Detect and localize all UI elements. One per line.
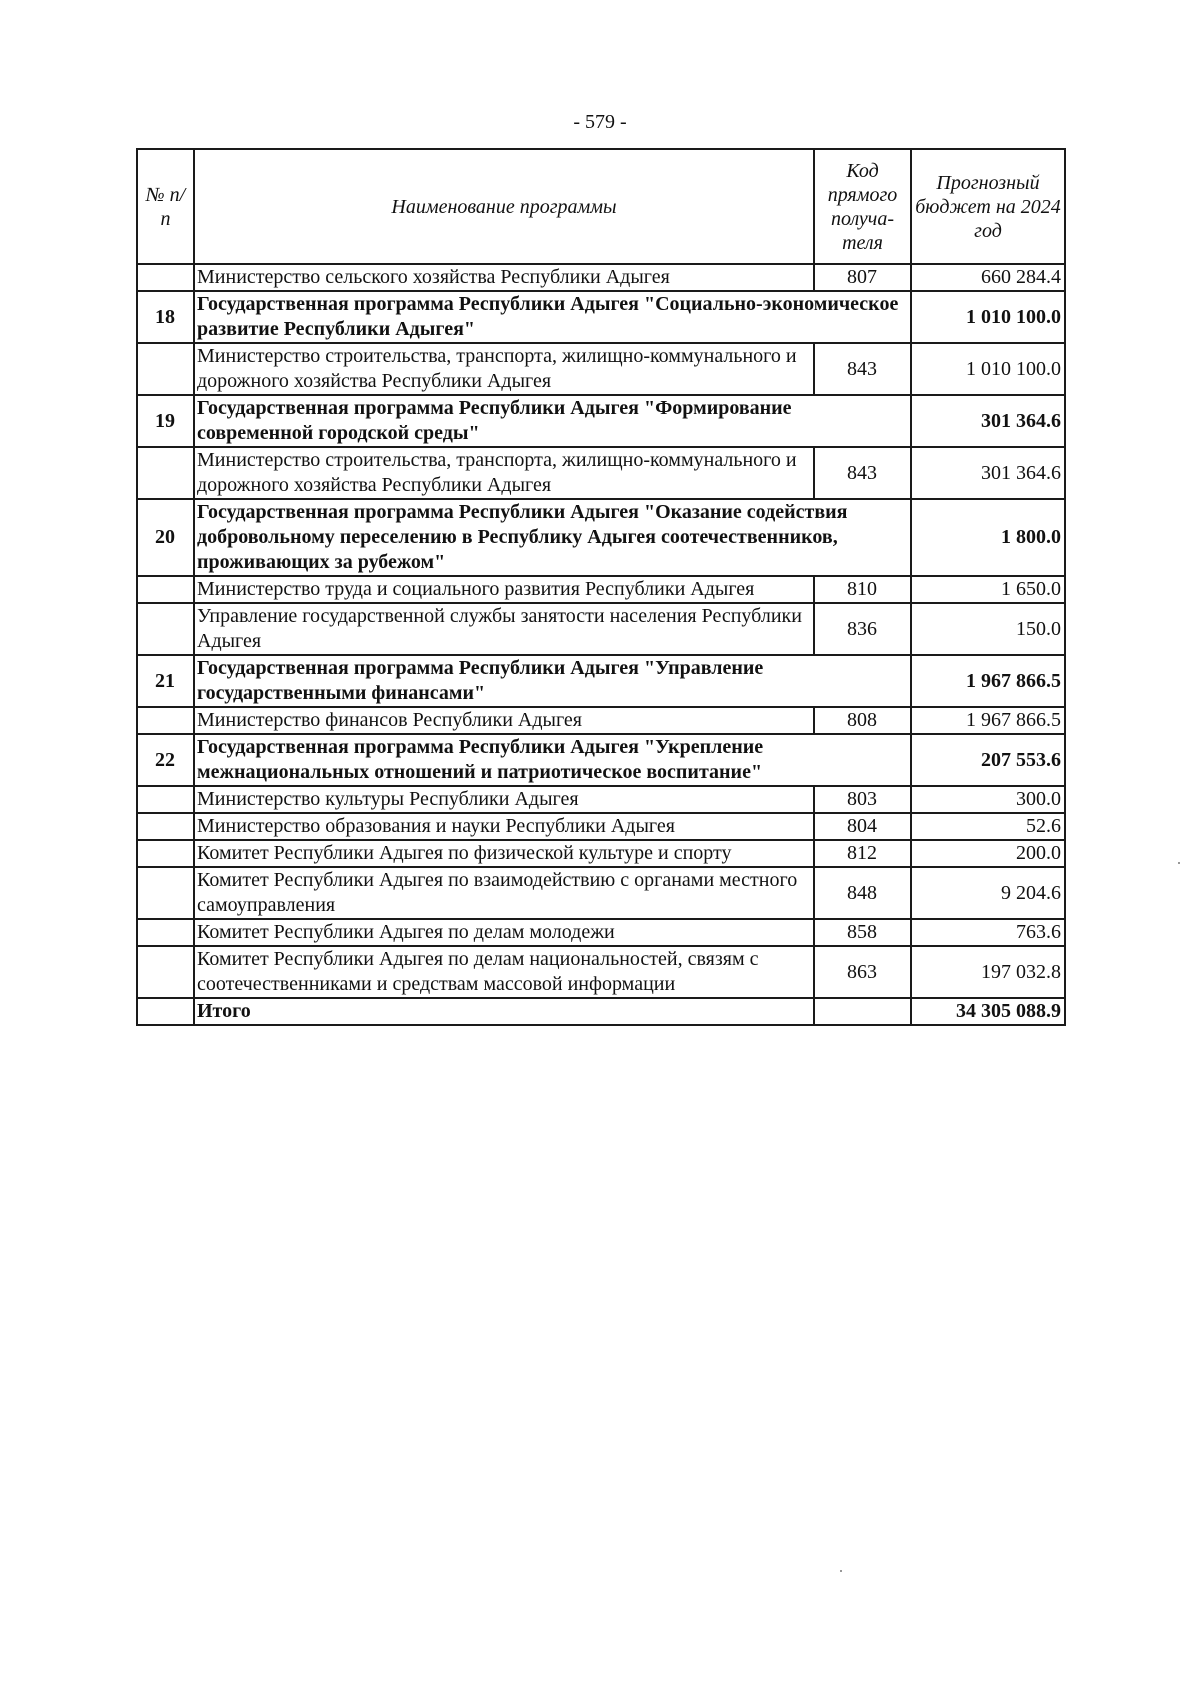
recipient-name: Министерство строительства, транспорта, жилищно-коммунального и дорожного хозяйства Республики Адыгея xyxy=(194,343,814,395)
program-name: Государственная программа Республики Адыгея "Формирование современной городской среды" xyxy=(194,395,911,447)
row-number xyxy=(137,343,194,395)
header-num: № п/п xyxy=(137,149,194,264)
program-name: Государственная программа Республики Адыгея "Управление государственными финансами" xyxy=(194,655,911,707)
recipient-code: 863 xyxy=(814,946,911,998)
row-number xyxy=(137,946,194,998)
recipient-name: Министерство труда и социального развития Республики Адыгея xyxy=(194,576,814,603)
header-name: Наименование программы xyxy=(194,149,814,264)
budget-sum: 197 032.8 xyxy=(911,946,1065,998)
program-row xyxy=(137,734,1065,786)
recipient-name: Министерство образования и науки Республики Адыгея xyxy=(194,813,814,840)
table-row xyxy=(137,867,1065,919)
table-row xyxy=(137,919,1065,946)
recipient-code: 804 xyxy=(814,813,911,840)
table-row xyxy=(137,707,1065,734)
total-sum: 34 305 088.9 xyxy=(911,998,1065,1025)
table-body xyxy=(137,264,1065,1025)
recipient-code: 836 xyxy=(814,603,911,655)
page-number: - 579 - xyxy=(573,111,627,133)
row-number xyxy=(137,998,194,1025)
recipient-name: Министерство сельского хозяйства Республики Адыгея xyxy=(194,264,814,291)
budget-sum: 1 967 866.5 xyxy=(911,655,1065,707)
budget-sum: 1 650.0 xyxy=(911,576,1065,603)
recipient-name: Министерство строительства, транспорта, жилищно-коммунального и дорожного хозяйства Республики Адыгея xyxy=(194,447,814,499)
table-row xyxy=(137,603,1065,655)
recipient-code: 812 xyxy=(814,840,911,867)
row-number xyxy=(137,867,194,919)
row-number xyxy=(137,447,194,499)
row-number xyxy=(137,786,194,813)
row-number xyxy=(137,919,194,946)
row-number: 19 xyxy=(137,395,194,447)
program-row xyxy=(137,499,1065,576)
budget-table xyxy=(136,148,1066,1026)
recipient-code: 803 xyxy=(814,786,911,813)
program-name: Государственная программа Республики Адыгея "Укрепление межнациональных отношений и патриотическое воспитание" xyxy=(194,734,911,786)
scan-speck xyxy=(840,1570,842,1572)
recipient-code: 808 xyxy=(814,707,911,734)
program-row xyxy=(137,395,1065,447)
recipient-name: Министерство культуры Республики Адыгея xyxy=(194,786,814,813)
row-number xyxy=(137,576,194,603)
budget-sum: 207 553.6 xyxy=(911,734,1065,786)
recipient-code: 843 xyxy=(814,343,911,395)
recipient-code: 807 xyxy=(814,264,911,291)
recipient-name: Комитет Республики Адыгея по делам молодежи xyxy=(194,919,814,946)
recipient-code: 848 xyxy=(814,867,911,919)
budget-sum: 660 284.4 xyxy=(911,264,1065,291)
total-row xyxy=(137,998,1065,1025)
table-row xyxy=(137,840,1065,867)
budget-sum: 1 010 100.0 xyxy=(911,291,1065,343)
program-row xyxy=(137,291,1065,343)
program-row xyxy=(137,655,1065,707)
budget-sum: 301 364.6 xyxy=(911,447,1065,499)
table-row xyxy=(137,946,1065,998)
recipient-name: Комитет Республики Адыгея по взаимодействию с органами местного самоуправления xyxy=(194,867,814,919)
program-name: Государственная программа Республики Адыгея "Социально-экономическое развитие Республики Адыгея" xyxy=(194,291,911,343)
table-row xyxy=(137,264,1065,291)
row-number xyxy=(137,813,194,840)
budget-sum: 1 800.0 xyxy=(911,499,1065,576)
program-name: Государственная программа Республики Адыгея "Оказание содействия добровольному переселению в Республику Адыгея соотечественников, проживающих за рубежом" xyxy=(194,499,911,576)
table-row xyxy=(137,447,1065,499)
recipient-code xyxy=(814,998,911,1025)
row-number: 22 xyxy=(137,734,194,786)
table-row xyxy=(137,576,1065,603)
budget-sum: 9 204.6 xyxy=(911,867,1065,919)
budget-sum: 763.6 xyxy=(911,919,1065,946)
row-number: 18 xyxy=(137,291,194,343)
budget-sum: 200.0 xyxy=(911,840,1065,867)
row-number xyxy=(137,264,194,291)
budget-sum: 52.6 xyxy=(911,813,1065,840)
table-row xyxy=(137,813,1065,840)
row-number xyxy=(137,840,194,867)
recipient-code: 858 xyxy=(814,919,911,946)
budget-sum: 1 010 100.0 xyxy=(911,343,1065,395)
recipient-name: Министерство финансов Республики Адыгея xyxy=(194,707,814,734)
scan-speck xyxy=(1178,862,1180,864)
recipient-name: Комитет Республики Адыгея по физической культуре и спорту xyxy=(194,840,814,867)
recipient-name: Комитет Республики Адыгея по делам национальностей, связям с соотечественниками и средствам массовой информации xyxy=(194,946,814,998)
budget-sum: 1 967 866.5 xyxy=(911,707,1065,734)
budget-sum: 300.0 xyxy=(911,786,1065,813)
recipient-code: 843 xyxy=(814,447,911,499)
row-number xyxy=(137,603,194,655)
total-label: Итого xyxy=(194,998,814,1025)
row-number: 21 xyxy=(137,655,194,707)
table-row xyxy=(137,786,1065,813)
recipient-code: 810 xyxy=(814,576,911,603)
table-header-row xyxy=(137,149,1065,264)
row-number xyxy=(137,707,194,734)
header-code: Код прямого получа-теля xyxy=(814,149,911,264)
budget-sum: 150.0 xyxy=(911,603,1065,655)
budget-sum: 301 364.6 xyxy=(911,395,1065,447)
row-number: 20 xyxy=(137,499,194,576)
header-sum: Прогнозный бюджет на 2024 год xyxy=(911,149,1065,264)
table-row xyxy=(137,343,1065,395)
recipient-name: Управление государственной службы занятости населения Республики Адыгея xyxy=(194,603,814,655)
